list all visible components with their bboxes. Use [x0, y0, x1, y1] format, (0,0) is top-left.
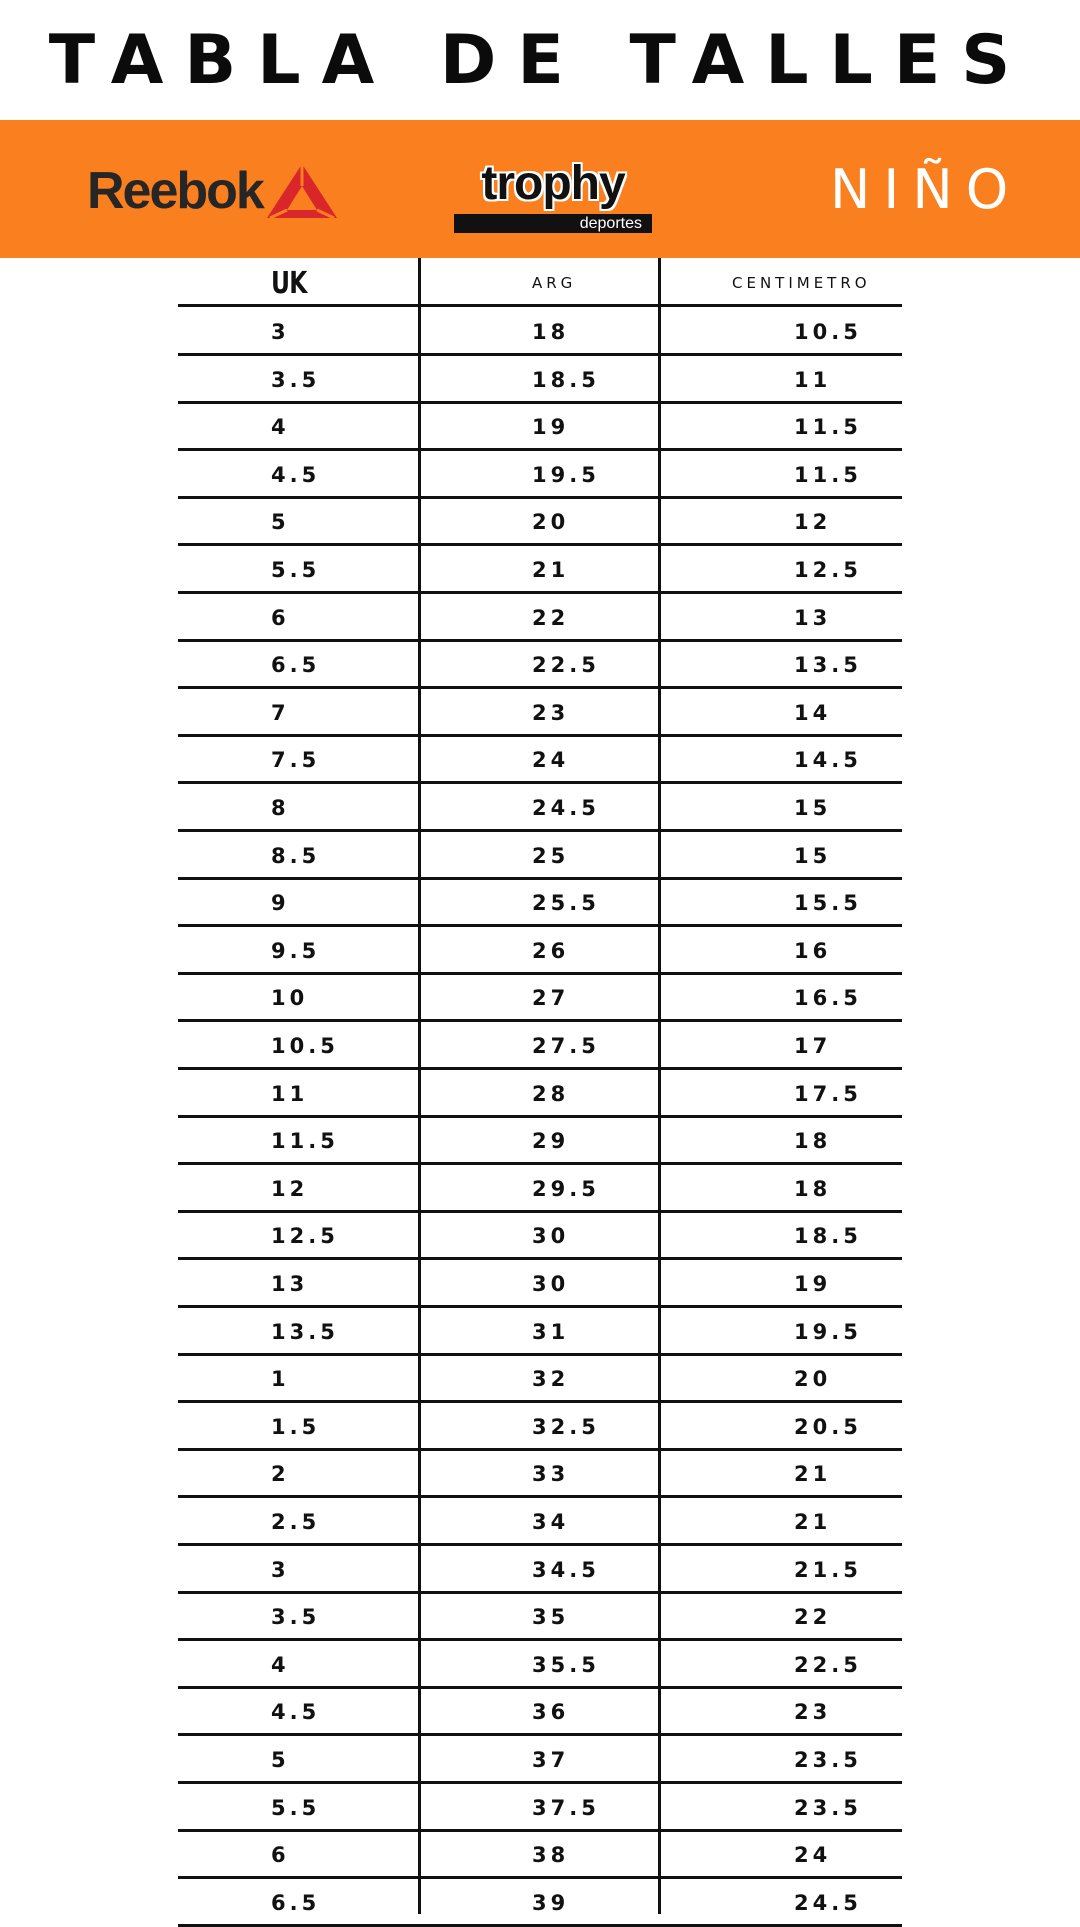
cell-uk: 13.5 [271, 1319, 339, 1344]
cell-arg: 18.5 [532, 367, 600, 392]
cell-arg: 27 [532, 986, 570, 1011]
cell-arg: 32 [532, 1367, 570, 1392]
cell-centimetro: 24.5 [794, 1890, 862, 1915]
cell-centimetro: 13.5 [794, 653, 862, 678]
cell-arg: 19 [532, 415, 570, 440]
cell-arg: 36 [532, 1700, 570, 1725]
cell-centimetro: 14.5 [794, 748, 862, 773]
table-row [178, 1069, 902, 1118]
cell-centimetro: 13 [794, 605, 832, 630]
cell-arg: 22 [532, 605, 570, 630]
cell-centimetro: 23.5 [794, 1795, 862, 1820]
table-row [178, 973, 902, 1022]
cell-arg: 39 [532, 1890, 570, 1915]
cell-uk: 4 [271, 1652, 290, 1677]
cell-arg: 34.5 [532, 1557, 600, 1582]
cell-uk: 12.5 [271, 1224, 339, 1249]
cell-arg: 35.5 [532, 1652, 600, 1677]
table-row [178, 735, 902, 784]
table-row [178, 307, 902, 356]
cell-uk: 13 [271, 1272, 309, 1296]
cell-uk: 3.5 [271, 1605, 321, 1630]
table-row [178, 1687, 902, 1736]
cell-centimetro: 21.5 [794, 1557, 862, 1582]
cell-centimetro: 10.5 [794, 320, 862, 344]
cell-centimetro: 21 [794, 1510, 832, 1534]
cell-uk: 2 [271, 1462, 290, 1487]
table-row [178, 402, 902, 451]
cell-uk: 10.5 [271, 1034, 339, 1058]
table-row [178, 1497, 902, 1546]
cell-uk: 11 [271, 1081, 309, 1106]
table-row [178, 1545, 902, 1594]
cell-centimetro: 16.5 [794, 986, 862, 1011]
cell-uk: 6 [271, 605, 290, 630]
cell-centimetro: 22 [794, 1605, 832, 1630]
cell-uk: 4.5 [271, 462, 321, 487]
cell-arg: 35 [532, 1605, 570, 1630]
reebok-logo [87, 162, 337, 220]
cell-uk: 3 [271, 1557, 290, 1582]
cell-uk: 6.5 [271, 1890, 321, 1915]
cell-arg: 27.5 [532, 1034, 600, 1058]
cell-uk: 4 [271, 415, 290, 440]
cell-arg: 25.5 [532, 891, 600, 916]
cell-uk: 8 [271, 796, 290, 820]
cell-centimetro: 21 [794, 1462, 832, 1487]
cell-centimetro: 18 [794, 1176, 832, 1201]
table-row [178, 783, 902, 832]
cell-centimetro: 19 [794, 1272, 832, 1296]
cell-arg: 30 [532, 1224, 570, 1249]
table-row [178, 1878, 902, 1927]
cell-centimetro: 23.5 [794, 1748, 862, 1772]
table-row [178, 1592, 902, 1641]
cell-centimetro: 18 [794, 1129, 832, 1154]
cell-uk: 5 [271, 510, 290, 535]
table-row [178, 688, 902, 737]
cell-centimetro: 23 [794, 1700, 832, 1725]
cell-arg: 20 [532, 510, 570, 535]
table-row [178, 1830, 902, 1879]
table-row [178, 1164, 902, 1213]
cell-uk: 3 [271, 320, 290, 344]
table-row [178, 1021, 902, 1070]
cell-uk: 7.5 [271, 748, 321, 773]
cell-arg: 29 [532, 1129, 570, 1154]
cell-uk: 5.5 [271, 1795, 321, 1820]
table-row [178, 1211, 902, 1260]
cell-arg: 33 [532, 1462, 570, 1487]
cell-uk: 1.5 [271, 1414, 321, 1439]
cell-uk: 2.5 [271, 1510, 321, 1534]
column-header-centimetro: CENTIMETRO [732, 274, 871, 292]
cell-uk: 4.5 [271, 1700, 321, 1725]
cell-uk: 9.5 [271, 938, 321, 963]
table-row [178, 926, 902, 975]
cell-centimetro: 20 [794, 1367, 832, 1392]
cell-centimetro: 11 [794, 367, 832, 392]
cell-centimetro: 15.5 [794, 891, 862, 916]
table-row [178, 1783, 902, 1832]
column-header-uk: UK [271, 265, 307, 301]
cell-centimetro: 16 [794, 938, 832, 963]
cell-arg: 34 [532, 1510, 570, 1534]
table-row [178, 450, 902, 499]
cell-centimetro: 17.5 [794, 1081, 862, 1106]
cell-centimetro: 17 [794, 1034, 832, 1058]
cell-centimetro: 11.5 [794, 462, 862, 487]
cell-centimetro: 14 [794, 700, 832, 725]
table-row [178, 1116, 902, 1165]
cell-uk: 5.5 [271, 558, 321, 582]
table-row [178, 640, 902, 689]
cell-arg: 28 [532, 1081, 570, 1106]
size-table [178, 258, 902, 1920]
reebok-delta-icon [267, 164, 337, 218]
cell-uk: 1 [271, 1367, 290, 1392]
cell-uk: 7 [271, 700, 290, 725]
cell-centimetro: 18.5 [794, 1224, 862, 1249]
cell-arg: 29.5 [532, 1176, 600, 1201]
page-title: TABLA DE TALLES [48, 21, 1032, 100]
cell-arg: 18 [532, 320, 570, 344]
cell-arg: 30 [532, 1272, 570, 1296]
table-row [178, 878, 902, 927]
table-row [178, 1354, 902, 1403]
cell-uk: 3.5 [271, 367, 321, 392]
cell-arg: 24 [532, 748, 570, 773]
cell-centimetro: 15 [794, 843, 832, 868]
cell-arg: 23 [532, 700, 570, 725]
cell-centimetro: 19.5 [794, 1319, 862, 1344]
brand-banner [0, 120, 1080, 258]
cell-arg: 21 [532, 558, 570, 582]
cell-arg: 22.5 [532, 653, 600, 678]
cell-centimetro: 12.5 [794, 558, 862, 582]
cell-uk: 6 [271, 1843, 290, 1868]
cell-uk: 9 [271, 891, 290, 916]
cell-arg: 31 [532, 1319, 570, 1344]
cell-centimetro: 22.5 [794, 1652, 862, 1677]
table-row [178, 831, 902, 880]
table-row [178, 593, 902, 642]
cell-arg: 32.5 [532, 1414, 600, 1439]
cell-arg: 37.5 [532, 1795, 600, 1820]
cell-arg: 19.5 [532, 462, 600, 487]
reebok-logo-text: Reebok [87, 162, 263, 220]
table-row [178, 1402, 902, 1451]
column-header-arg: ARG [532, 274, 577, 292]
trophy-deportes-logo [454, 157, 652, 238]
table-row [178, 355, 902, 404]
cell-arg: 25 [532, 843, 570, 868]
table-row [178, 1735, 902, 1784]
table-row [178, 1307, 902, 1356]
cell-centimetro: 24 [794, 1843, 832, 1868]
table-header-row [178, 258, 902, 307]
cell-arg: 38 [532, 1843, 570, 1868]
cell-centimetro: 15 [794, 796, 832, 820]
category-label: NIÑO [830, 158, 1022, 221]
cell-uk: 8.5 [271, 843, 321, 868]
cell-centimetro: 20.5 [794, 1414, 862, 1439]
cell-arg: 37 [532, 1748, 570, 1772]
table-row [178, 1449, 902, 1498]
cell-uk: 6.5 [271, 653, 321, 678]
cell-uk: 11.5 [271, 1129, 339, 1154]
cell-uk: 12 [271, 1176, 309, 1201]
trophy-logo-subtext: deportes [579, 215, 642, 232]
cell-uk: 10 [271, 986, 309, 1011]
cell-arg: 26 [532, 938, 570, 963]
table-row [178, 1640, 902, 1689]
cell-centimetro: 11.5 [794, 415, 862, 440]
table-row [178, 545, 902, 594]
trophy-logo-text: trophy [481, 157, 625, 210]
cell-centimetro: 12 [794, 510, 832, 535]
table-row [178, 1259, 902, 1308]
cell-uk: 5 [271, 1748, 290, 1772]
cell-arg: 24.5 [532, 796, 600, 820]
table-row [178, 497, 902, 546]
